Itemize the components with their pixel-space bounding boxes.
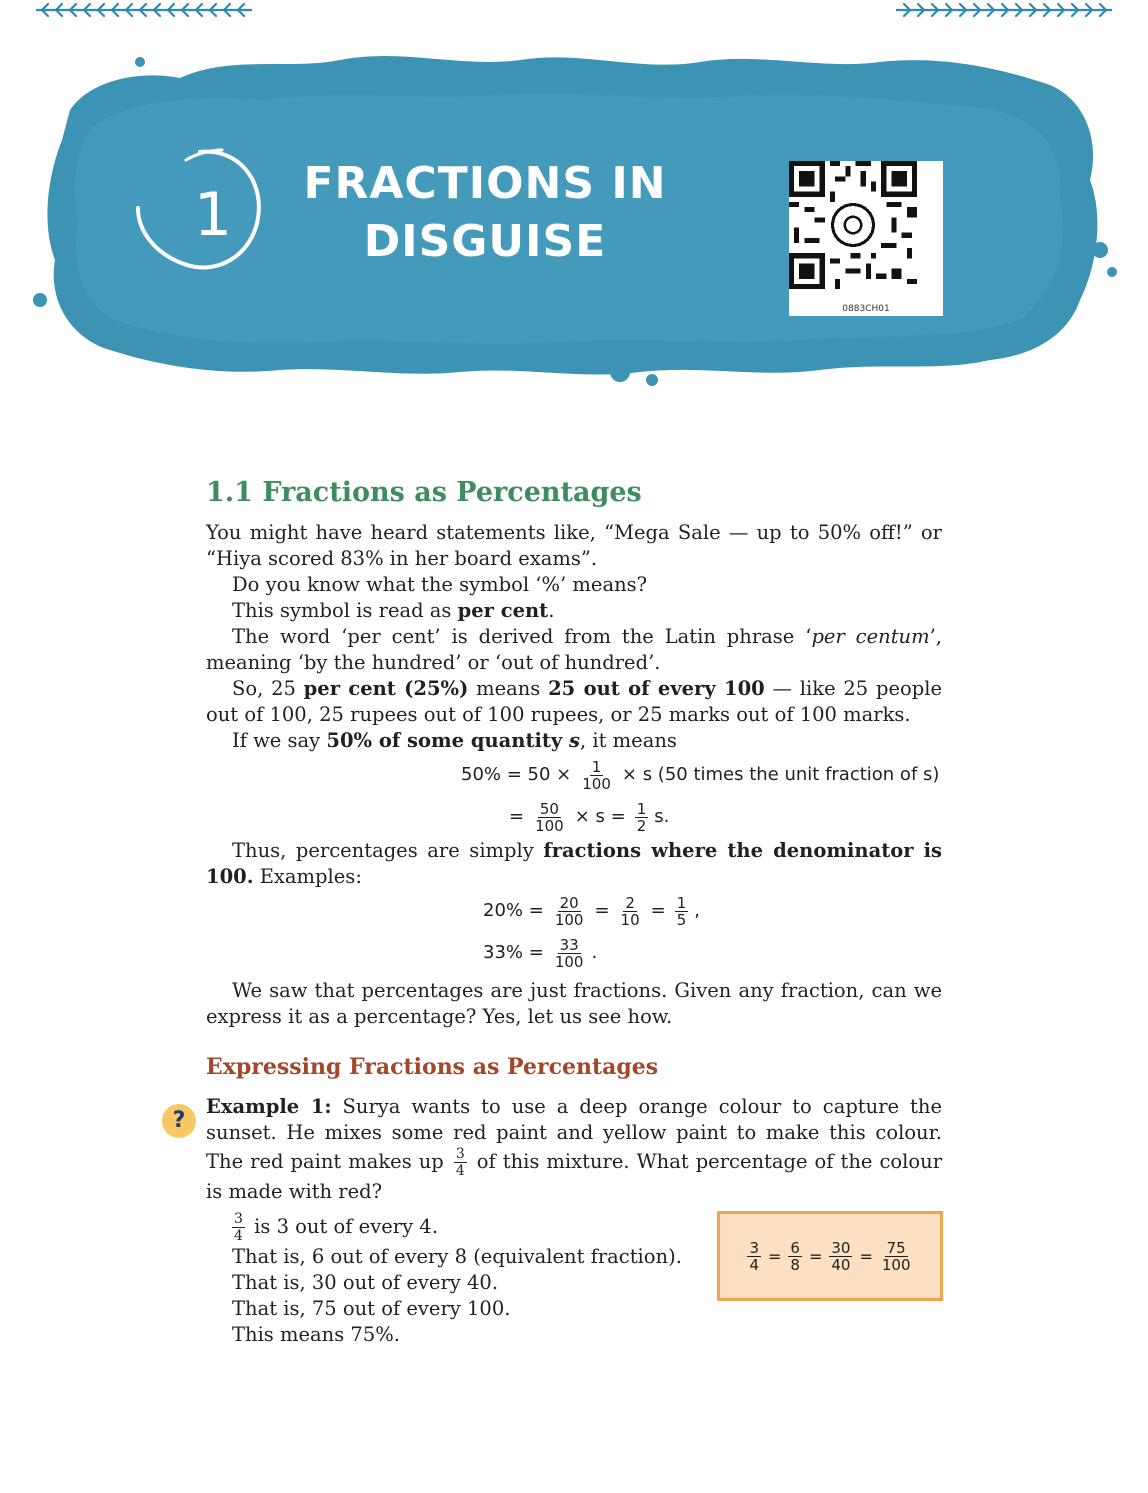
qr-code-label: 0883CH01 [842, 304, 890, 314]
qr-code[interactable] [789, 161, 943, 316]
paragraph-denominator-100: Thus, percentages are simply fractions where the denominator is 100. Examples: [206, 839, 943, 888]
percentage-examples: 20% = $\frac{20}{100}$ = $\frac{2}{10}$ = $\frac{1}{5}$ , 33% = $\frac{33}{100}$ . [483, 893, 701, 971]
chapter-title [290, 155, 680, 271]
subsection-heading: Expressing Fractions as Percentages [206, 1054, 659, 1080]
paragraph-fraction-to-percent: We saw that percentages are just fractions. Given any fraction, can we express it as a percentage? Yes, let us see how. [206, 979, 942, 1028]
paragraph-50-percent: If we say 50% of some quantity s, it means [232, 729, 677, 752]
solution-step-2: That is, 6 out of every 8 (equivalent fraction). [232, 1245, 682, 1268]
chapter-title-line2: DISGUISE [363, 216, 607, 267]
solution-step-4: That is, 75 out of every 100. [232, 1297, 511, 1320]
example-1: Example 1: Surya wants to use a deep orange colour to capture the sunset. He mixes some red paint and yellow paint to make this colour. The red paint makes up $\frac{3}{4}$ of this mixture. What percentage of the colour is made with red? [206, 1095, 943, 1203]
qr-code-icon [789, 161, 917, 289]
chapter-banner [0, 0, 1148, 440]
decorative-arrows-right-icon [896, 0, 1112, 20]
paragraph-25-percent: So, 25 per cent (25%) means 25 out of every 100 — like 25 people out of 100, 25 rupees out of 100 rupees, or 25 marks out of 100 marks. [206, 677, 942, 726]
paragraph-per-cent: This symbol is read as per cent. [232, 599, 555, 622]
question-icon: ? [162, 1104, 196, 1138]
equivalent-fractions-box: $\frac{3}{4}$ = $\frac{6}{8}$ = $\frac{30}{40}$ = $\frac{75}{100}$ [717, 1211, 943, 1301]
paragraph-intro: You might have heard statements like, “Mega Sale — up to 50% off!” or “Hiya scored 83% in her board exams”. [206, 521, 942, 570]
section-heading: 1.1 Fractions as Percentages [206, 477, 642, 508]
paragraph-symbol-question: Do you know what the symbol ‘%’ means? [232, 573, 648, 596]
solution-step-5: This means 75%. [232, 1323, 400, 1346]
decorative-arrows-left-icon [36, 0, 252, 20]
solution-step-3: That is, 30 out of every 40. [232, 1271, 499, 1294]
equation-50-percent: 50% = 50 × $\frac{1}{100}$ × s (50 times the unit fraction of s) = $\frac{50}{100}$ × s = $\frac{1}{2}$ s. [461, 757, 940, 835]
paragraph-latin: The word ‘per cent’ is derived from the Latin phrase ‘per centum’, meaning ‘by the hundred’ or ‘out of hundred’. [206, 625, 942, 674]
solution-step-1: $\frac{3}{4}$ is 3 out of every 4. [234, 1211, 438, 1244]
chapter-number: 1 [193, 180, 233, 250]
chapter-title-line1: FRACTIONS IN [303, 158, 667, 209]
